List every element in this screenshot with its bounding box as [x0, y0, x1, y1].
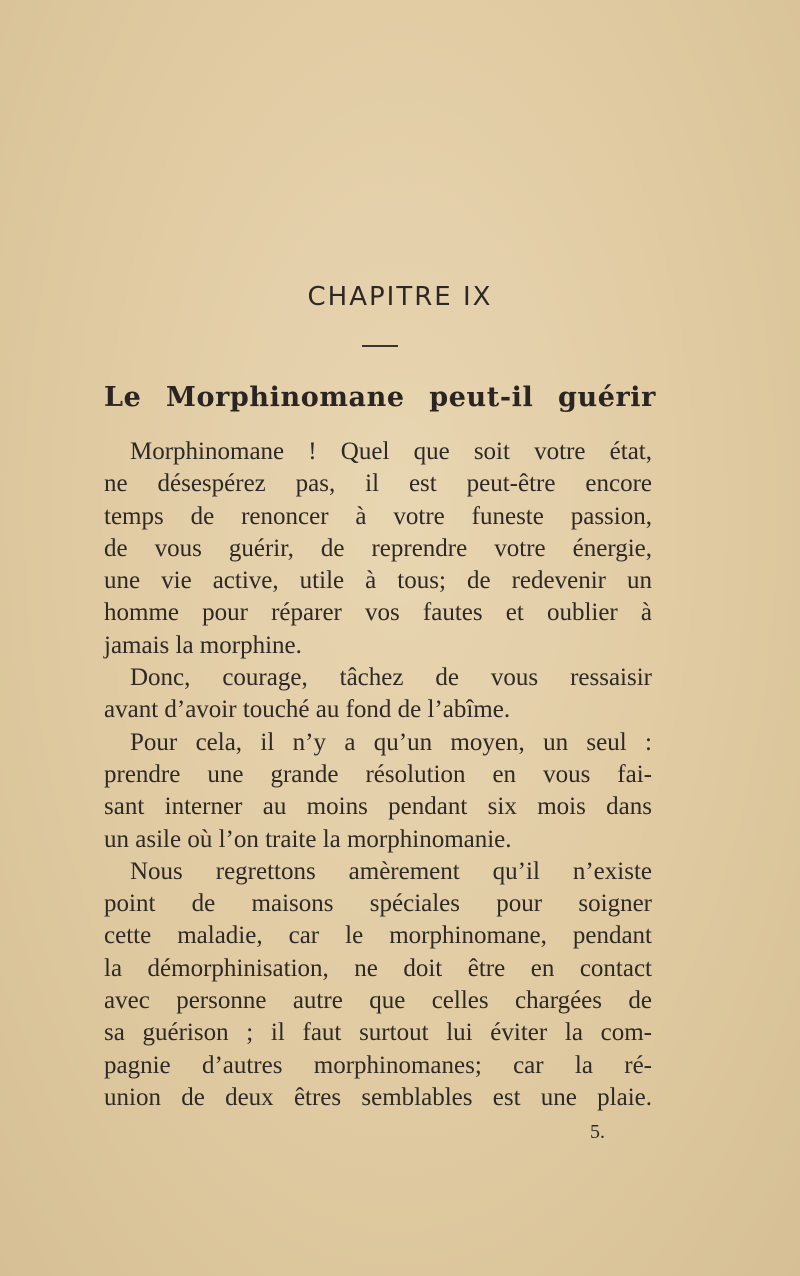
text-line: de vous guérir, de reprendre votre énergie, [104, 534, 652, 562]
chapter-heading: CHAPITRE IX [307, 282, 493, 312]
text-line: point de maisons spéciales pour soigner [104, 890, 652, 918]
text-line: homme pour réparer vos fautes et oublier à [104, 599, 652, 627]
text-line: cette maladie, car le morphinomane, pendant [104, 922, 652, 950]
heading-divider [362, 345, 398, 347]
text-line: pagnie d’autres morphinomanes; car la ré- [104, 1051, 652, 1079]
text-line: sa guérison ; il faut surtout lui éviter la com- [104, 1019, 652, 1047]
text-line: avant d’avoir touché au fond de l’abîme. [104, 696, 511, 724]
chapter-title: Le Morphinomane peut-il guérir [104, 382, 656, 413]
text-line: un asile où l’on traite la morphinomanie. [104, 825, 512, 853]
text-line: Pour cela, il n’y a qu’un moyen, un seul : [130, 728, 652, 756]
text-line: temps de renoncer à votre funeste passion, [104, 502, 652, 530]
text-line: avec personne autre que celles chargées de [104, 987, 652, 1015]
body-text [104, 436, 652, 1114]
text-line: une vie active, utile à tous; de redevenir un [104, 567, 652, 595]
text-line: union de deux êtres semblables est une plaie. [104, 1083, 652, 1111]
text-line: Nous regrettons amèrement qu’il n’existe [130, 857, 652, 885]
text-line: sant interner au moins pendant six mois dans [104, 793, 652, 821]
text-line: Donc, courage, tâchez de vous ressaisir [130, 664, 652, 692]
page-number: 5. [590, 1121, 605, 1143]
text-line: la démorphinisation, ne doit être en contact [104, 954, 652, 982]
text-line: ne désespérez pas, il est peut-être encore [104, 470, 652, 498]
text-line: jamais la morphine. [104, 631, 302, 659]
text-line: Morphinomane ! Quel que soit votre état, [130, 438, 652, 465]
text-line: prendre une grande résolution en vous fai- [104, 760, 652, 788]
